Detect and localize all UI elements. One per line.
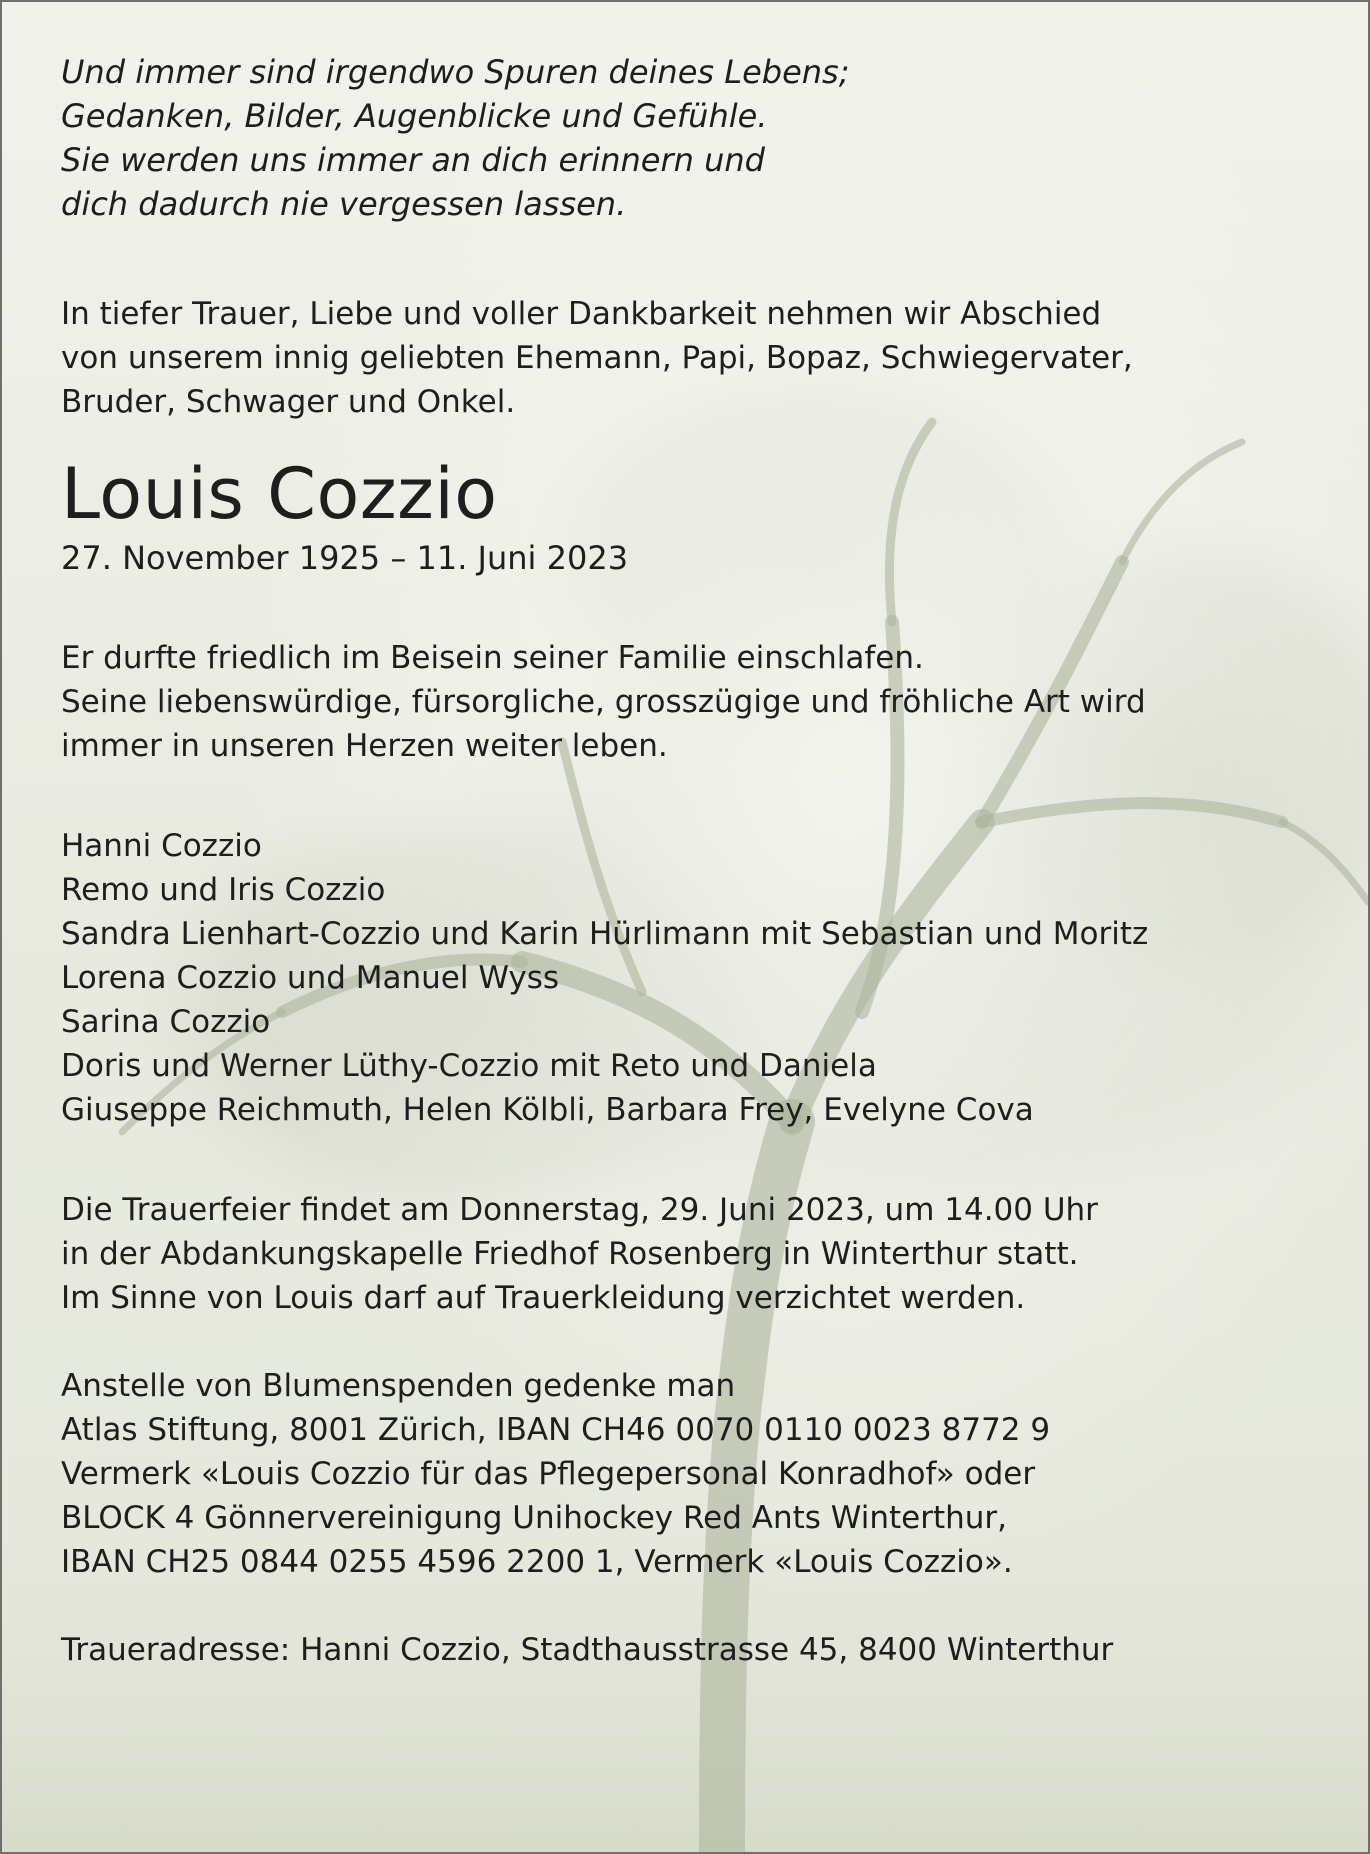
memorial-poem xyxy=(61,50,1321,226)
mourner-entry: Sarina Cozzio xyxy=(61,1004,271,1040)
tribute-line: Seine liebenswürdige, fürsorgliche, grosszügige und fröhliche Art wird xyxy=(61,684,1146,720)
ceremony-line: Im Sinne von Louis darf auf Trauerkleidung verzichtet werden. xyxy=(61,1280,1026,1316)
mourner-entry: Remo und Iris Cozzio xyxy=(61,872,386,908)
mourner-entry: Lorena Cozzio und Manuel Wyss xyxy=(61,960,560,996)
ceremony-line: in der Abdankungskapelle Friedhof Rosenberg in Winterthur statt. xyxy=(61,1236,1079,1272)
notice-text xyxy=(61,50,1321,1672)
mourner-entry: Doris und Werner Lüthy-Cozzio mit Reto und Daniela xyxy=(61,1048,877,1084)
donation-line: Anstelle von Blumenspenden gedenke man xyxy=(61,1368,736,1404)
mourner-entry: Giuseppe Reichmuth, Helen Kölbli, Barbara Frey, Evelyne Cova xyxy=(61,1092,1034,1128)
ceremony-details xyxy=(61,1188,1321,1320)
poem-line: Sie werden uns immer an dich erinnern und xyxy=(61,141,765,179)
donation-line: Vermerk «Louis Cozzio für das Pflegepersonal Konradhof» oder xyxy=(61,1456,1036,1492)
mourner-entry: Sandra Lienhart-Cozzio und Karin Hürlimann mit Sebastian und Moritz xyxy=(61,916,1149,952)
poem-line: Und immer sind irgendwo Spuren deines Lebens; xyxy=(61,53,850,91)
mourning-address: Traueradresse: Hanni Cozzio, Stadthausstrasse 45, 8400 Winterthur xyxy=(61,1632,1114,1668)
life-dates: 27. November 1925 – 11. Juni 2023 xyxy=(61,539,629,577)
deceased-name: Louis Cozzio xyxy=(61,453,498,535)
intro-line: von unserem innig geliebten Ehemann, Papi, Bopaz, Schwiegervater, xyxy=(61,340,1133,376)
donation-line: Atlas Stiftung, 8001 Zürich, IBAN CH46 0070 0110 0023 8772 9 xyxy=(61,1412,1051,1448)
poem-line: Gedanken, Bilder, Augenblicke und Gefühle. xyxy=(61,97,768,135)
farewell-intro xyxy=(61,292,1321,424)
tribute-line: Er durfte friedlich im Beisein seiner Familie einschlafen. xyxy=(61,640,924,676)
tribute-text xyxy=(61,636,1321,768)
donation-line: IBAN CH25 0844 0255 4596 2200 1, Vermerk «Louis Cozzio». xyxy=(61,1544,1013,1580)
ceremony-line: Die Trauerfeier findet am Donnerstag, 29. Juni 2023, um 14.00 Uhr xyxy=(61,1192,1098,1228)
poem-line: dich dadurch nie vergessen lassen. xyxy=(61,185,627,223)
tribute-line: immer in unseren Herzen weiter leben. xyxy=(61,728,668,764)
mourner-entry: Hanni Cozzio xyxy=(61,828,262,864)
donation-info xyxy=(61,1364,1321,1584)
donation-line: BLOCK 4 Gönnervereinigung Unihockey Red Ants Winterthur, xyxy=(61,1500,1008,1536)
intro-line: Bruder, Schwager und Onkel. xyxy=(61,384,516,420)
mourners-list xyxy=(61,824,1321,1132)
intro-line: In tiefer Trauer, Liebe und voller Dankbarkeit nehmen wir Abschied xyxy=(61,296,1102,332)
